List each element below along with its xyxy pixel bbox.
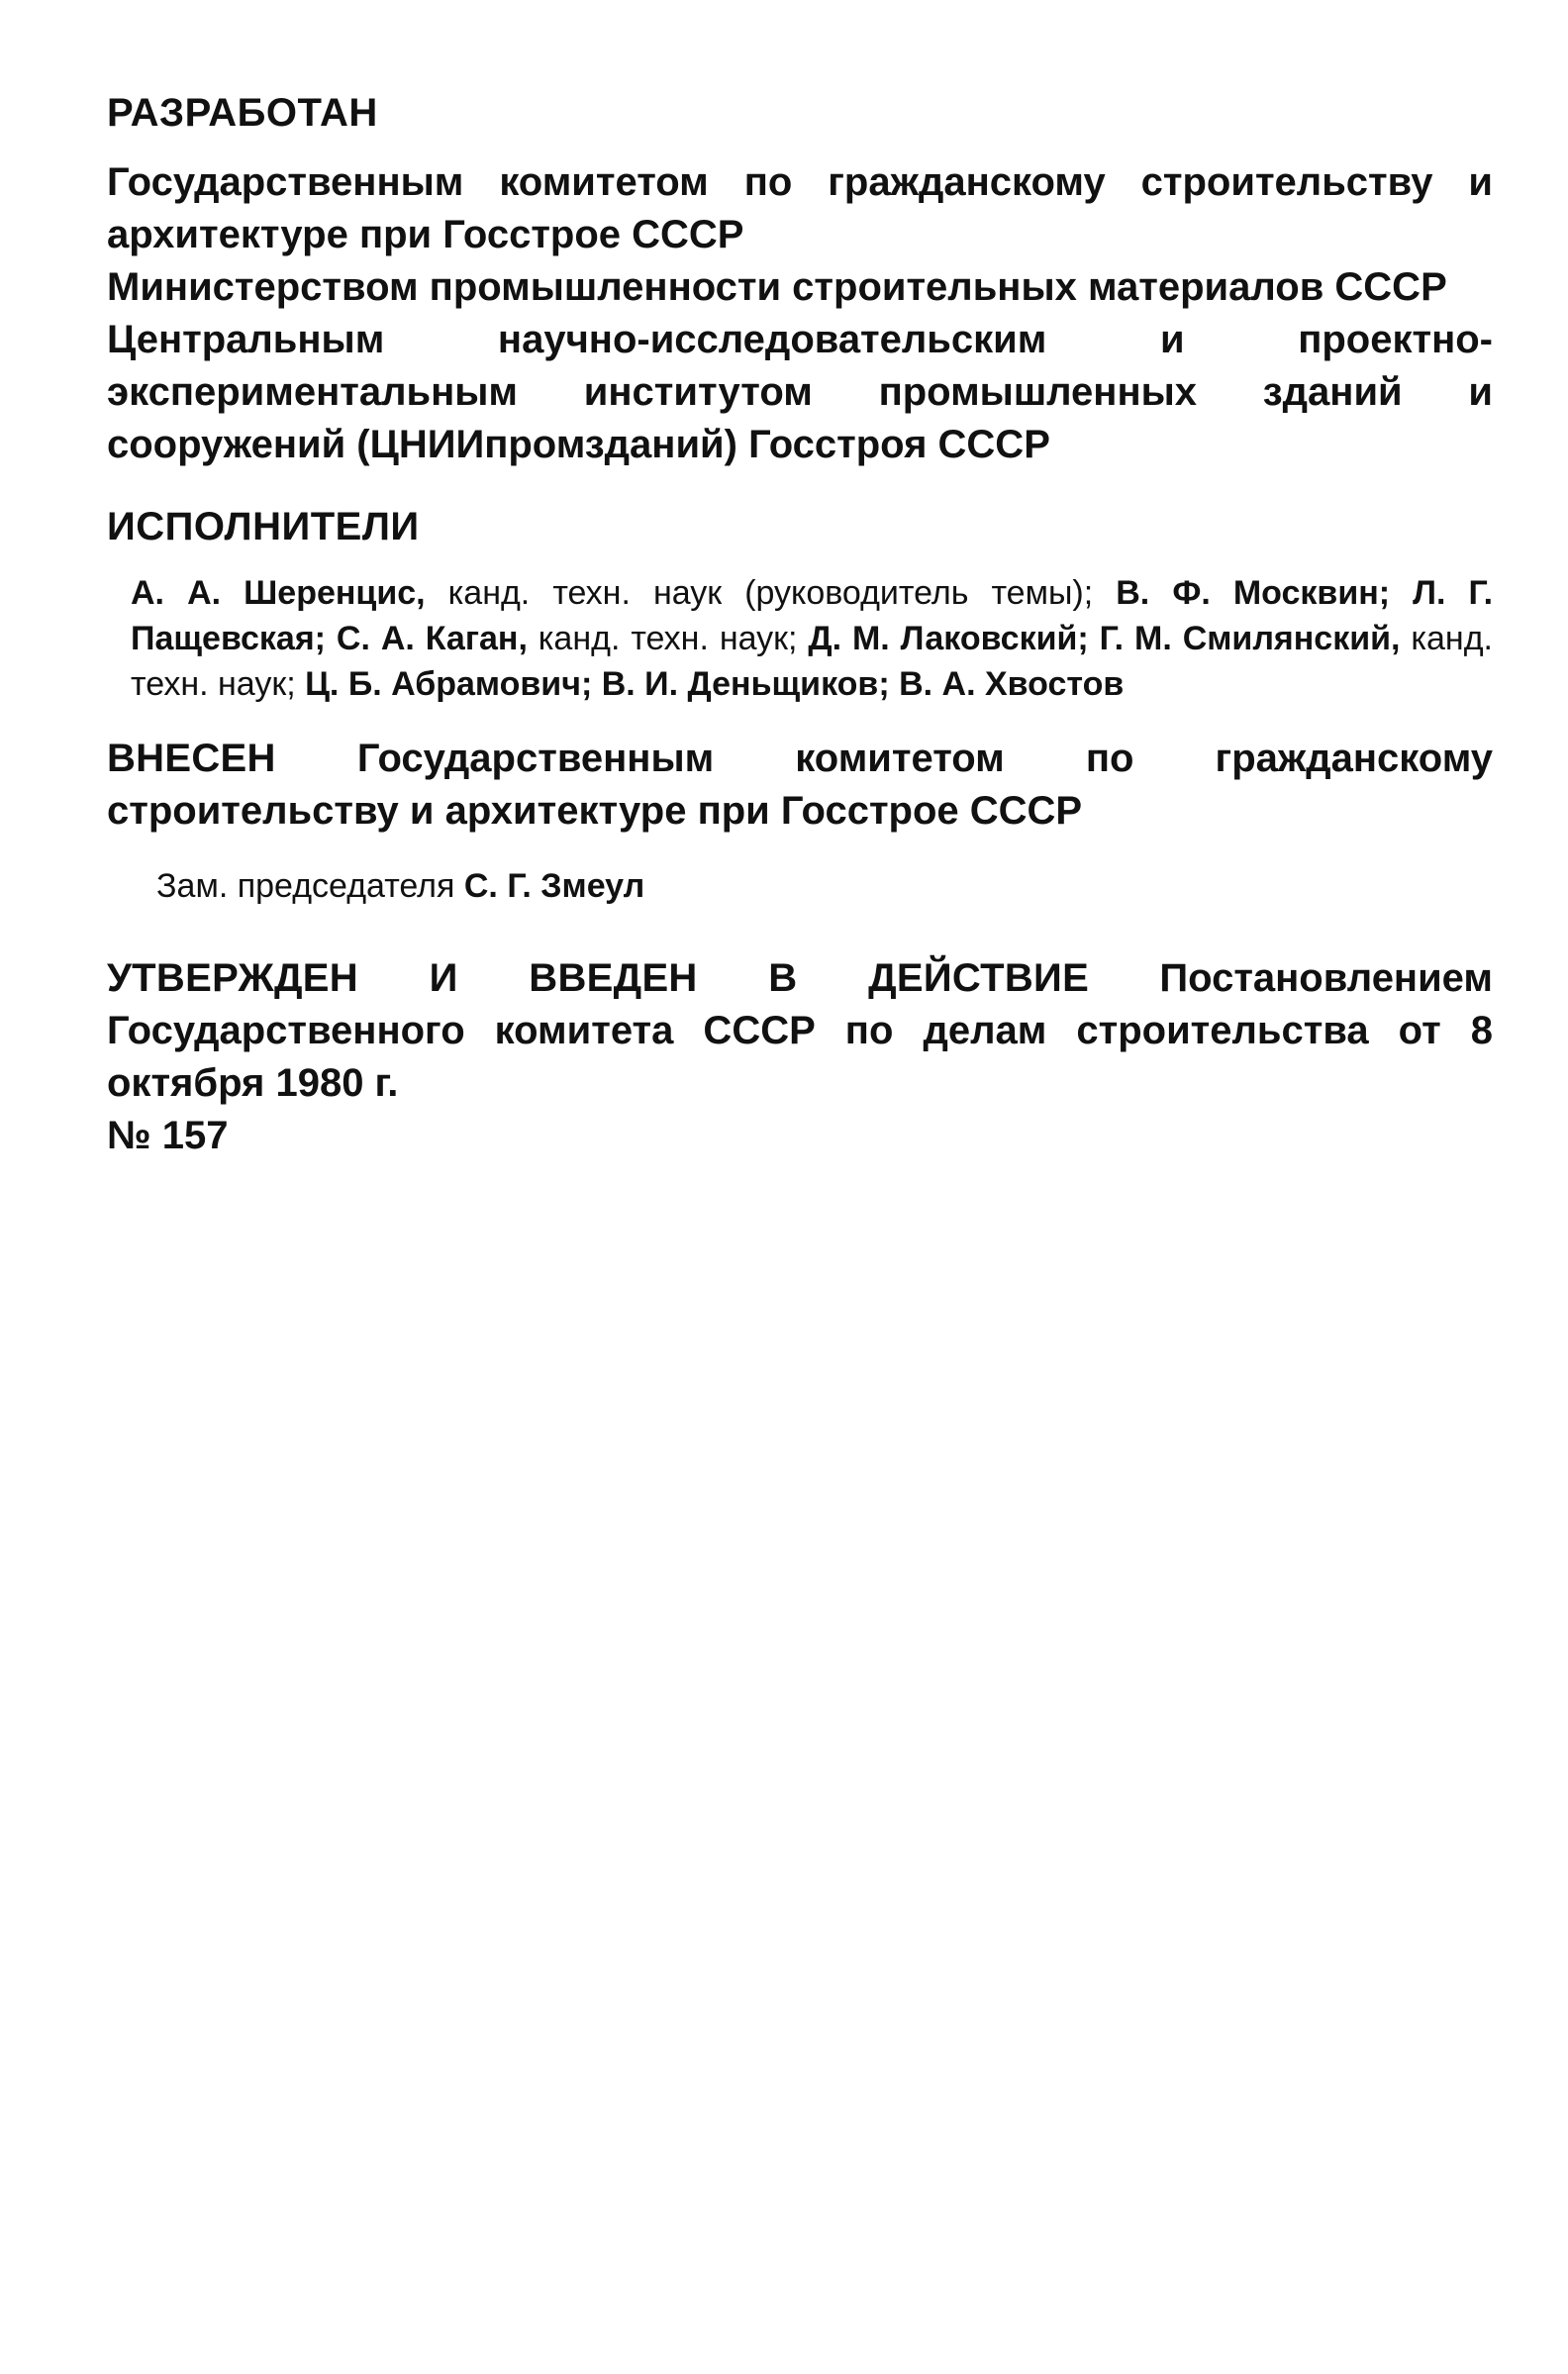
approved-text: Постановлением Государственного комитета СССР по делам строительства от 8 октября 1980 г. [107, 956, 1493, 1105]
executor-name: С. А. Каган, [336, 620, 528, 657]
executor-note [1390, 574, 1413, 612]
deputy-name: С. Г. Змеул [463, 867, 645, 905]
executor-name: А. А. Шеренцис, [131, 574, 426, 612]
executor-name: Г. М. Смилянский, [1099, 620, 1401, 657]
executor-note [1089, 620, 1100, 657]
executor-note [890, 665, 899, 703]
executor-name: В. Ф. Москвин; [1116, 574, 1391, 612]
developed-org-3: Центральным научно-исследовательским и проектно-экспериментальным институтом промышленных зданий и сооружений (ЦНИИпромзданий) Госстроя СССР [107, 318, 1493, 466]
submitted-heading: ВНЕСЕН [107, 737, 276, 780]
executor-note: канд. техн. наук (руководитель темы); [425, 574, 1117, 612]
developed-heading: РАЗРАБОТАН [107, 91, 378, 135]
approved-heading: УТВЕРЖДЕН И ВВЕДЕН В ДЕЙСТВИЕ [107, 956, 1090, 1000]
approved-number: № 157 [107, 1114, 229, 1157]
submitted-block [107, 733, 1493, 838]
submitted-text: Государственным комитетом по гражданскому строительству и архитектуре при Госстрое СССР [107, 737, 1493, 833]
approved-block [107, 952, 1493, 1110]
executors-heading: ИСПОЛНИТЕЛИ [107, 505, 420, 548]
executor-name: Л. Г. Пащевская; [131, 574, 1494, 657]
deputy-label: Зам. председателя [156, 867, 464, 905]
executor-note [326, 620, 337, 657]
document-page [107, 87, 1493, 1162]
developed-org-2: Министерством промышленности строительных материалов СССР [107, 265, 1447, 309]
executors-list [131, 570, 1493, 707]
executor-note [592, 665, 601, 703]
executor-name: В. И. Деньщиков; [601, 665, 890, 703]
deputy-line [156, 863, 1493, 909]
executor-note: канд. техн. наук; [527, 620, 809, 657]
executor-note: канд. техн. наук; [131, 620, 1493, 703]
executor-name: Ц. Б. Абрамович; [305, 665, 593, 703]
developed-org-1: Государственным комитетом по гражданскому строительству и архитектуре при Госстрое СССР [107, 160, 1493, 256]
executor-name: Д. М. Лаковский; [808, 620, 1089, 657]
executor-name: В. А. Хвостов [899, 665, 1125, 703]
